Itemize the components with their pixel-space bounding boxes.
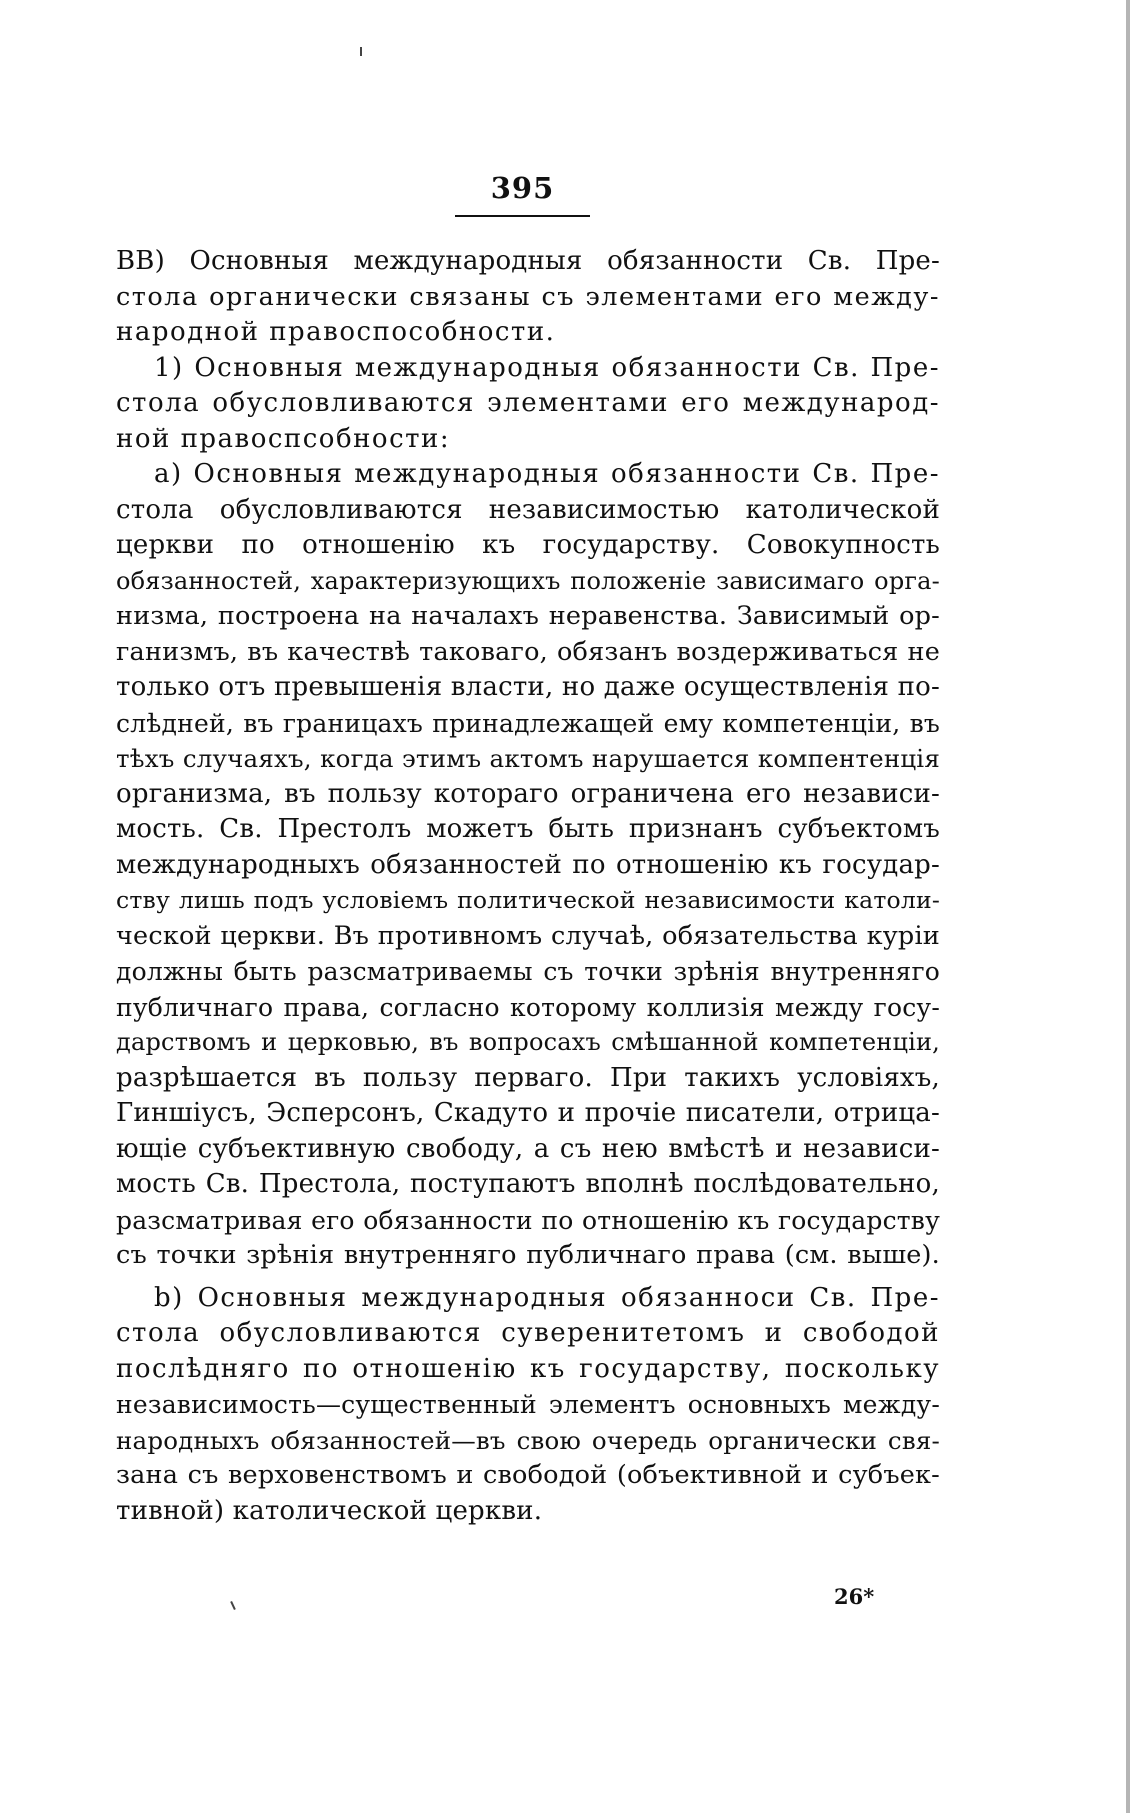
text-line: ганизмъ, въ качествѣ таковаго, обязанъ воздерживаться не <box>116 636 940 667</box>
text-line: обязанностей, характеризующихъ положеніе зависимаго орга- <box>116 566 940 595</box>
text-line: ству лишь подъ условіемъ политической независимости католи- <box>116 886 940 914</box>
text-line: 1) Основныя международныя обязанности Св. Пре- <box>154 352 940 383</box>
body-text <box>116 244 940 1529</box>
text-line: стола обусловливаются суверенитетомъ и свободой <box>116 1318 940 1348</box>
text-line: публичнаго права, согласно которому коллизія между госу- <box>116 992 940 1022</box>
text-line: церкви по отношенію къ государству. Совокупность <box>116 530 940 560</box>
text-line: слѣдней, въ границахъ принадлежащей ему компетенціи, въ <box>116 708 940 738</box>
text-line: должны быть разсматриваемы съ точки зрѣнія внутренняго <box>116 957 940 986</box>
text-line: народной правоспособности. <box>116 317 556 347</box>
text-line: только отъ превышенія власти, но даже осуществленія по- <box>116 672 940 702</box>
text-line: ющіе субъективную свободу, а съ нею вмѣстѣ и независи- <box>116 1133 940 1164</box>
text-line: тѣхъ случаяхъ, когда этимъ актомъ нарушается компентенція <box>116 744 940 773</box>
text-line: стола обусловливаются элементами его международ- <box>116 388 940 418</box>
text-line: дарствомъ и церковью, въ вопросахъ смѣшанной компетенціи, <box>116 1028 940 1056</box>
text-line: съ точки зрѣнія внутренняго публичнаго права (см. выше). <box>116 1240 940 1270</box>
text-line: стола обусловливаются независимостью католической <box>116 494 940 525</box>
text-line: послѣдняго по отношенію къ государству, поскольку <box>116 1353 940 1384</box>
text-line: BB) Основныя международныя обязанности Св. Пре- <box>116 246 940 276</box>
print-speck <box>230 1601 236 1610</box>
page-number: 395 <box>490 171 555 205</box>
text-line: мость Св. Престола, поступаютъ вполнѣ послѣдовательно, <box>116 1169 940 1199</box>
text-line: организма, въ пользу котораго ограничена его независи- <box>116 778 940 809</box>
text-line: Гиншіусъ, Эсперсонъ, Скадуто и прочіе писатели, отрица- <box>116 1098 940 1128</box>
text-line: ной правоспсобности: <box>116 423 451 454</box>
text-line: разсматривая его обязанности по отношенію къ государству <box>116 1205 940 1235</box>
text-line: независимость—существенный элементъ основныхъ между- <box>116 1390 940 1419</box>
signature-mark: 26* <box>834 1584 875 1609</box>
page-number-rule <box>455 215 590 217</box>
text-line: тивной) католической церкви. <box>116 1495 543 1526</box>
text-line: стола органически связаны съ элементами его между- <box>116 281 940 312</box>
text-line: народныхъ обязанностей—въ свою очередь органически свя- <box>116 1425 940 1455</box>
text-line: низма, построена на началахъ неравенства. Зависимый ор- <box>116 601 940 631</box>
text-line: b) Основныя международныя обязанноси Св. Пре- <box>154 1282 940 1313</box>
text-line: международныхъ обязанностей по отношенію къ государ- <box>116 849 940 880</box>
page-edge-shadow <box>1126 0 1130 1813</box>
text-line: зана съ верховенствомъ и свободой (объективной и субъек- <box>116 1460 940 1490</box>
text-line: ческой церкви. Въ противномъ случаѣ, обязательства куріи <box>116 920 940 951</box>
print-speck <box>360 47 362 56</box>
text-line: мость. Св. Престолъ можетъ быть признанъ субъектомъ <box>116 814 940 844</box>
text-line: a) Основныя международныя обязанности Св. Пре- <box>154 459 940 489</box>
text-line: разрѣшается въ пользу перваго. При такихъ условіяхъ, <box>116 1062 940 1093</box>
